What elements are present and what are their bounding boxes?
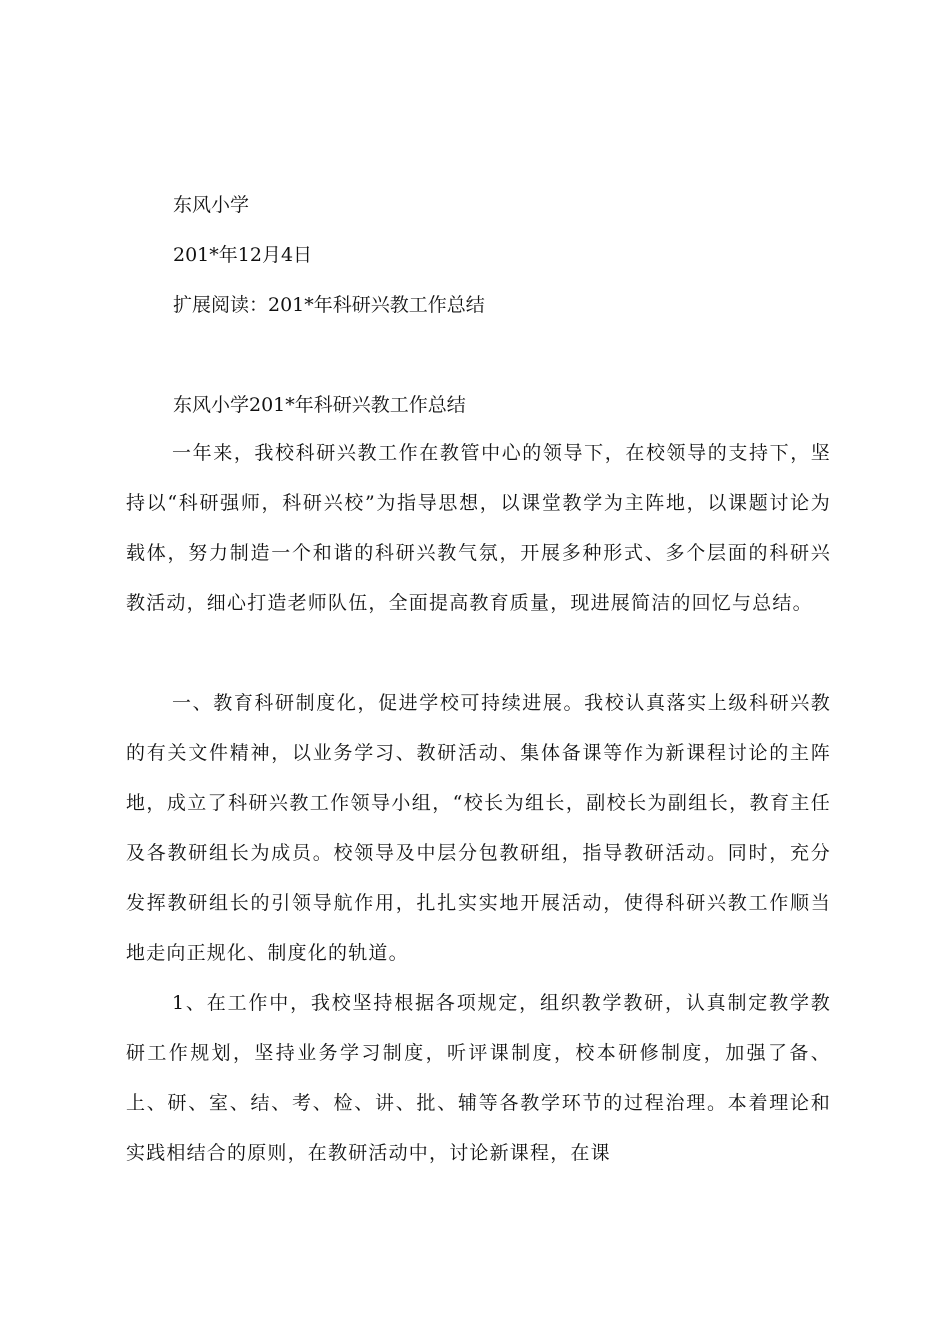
paragraph-section-1: 一、教育科研制度化，促进学校可持续进展。我校认真落实上级科研兴教的有关文件精神，以业务学习、教研活动、集体备课等作为新课程讨论的主阵地，成立了科研兴教工作领导小组，“校长为组长，副校长为副组长，教育主任及各教研组长为成员。校领导及中层分包教研组，指导教研活动。同时，充分发挥教研组长的引领导航作用，扎扎实实地开展活动，使得科研兴教工作顺当地走向正规化、制度化的轨道。	[126, 692, 831, 964]
document-date: 201*年12月4日	[173, 244, 313, 266]
paragraph-intro: 一年来，我校科研兴教工作在教管中心的领导下，在校领导的支持下，坚持以“科研强师，科研兴校”为指导思想，以课堂教学为主阵地，以课题讨论为载体，努力制造一个和谐的科研兴教气氛，开展多种形式、多个层面的科研兴教活动，细心打造老师队伍，全面提高教育质量，现进展简洁的回忆与总结。	[126, 442, 831, 614]
paragraph-item-1: 1、在工作中，我校坚持根据各项规定，组织教学教研，认真制定教学教研工作规划，坚持业务学习制度，听评课制度，校本研修制度，加强了备、上、研、室、结、考、检、讲、批、辅等各教学环节的过程治理。本着理论和实践相结合的原则，在教研活动中，讨论新课程，在课	[126, 992, 831, 1164]
extended-reading-heading: 扩展阅读：201*年科研兴教工作总结	[173, 294, 485, 316]
article-title: 东风小学201*年科研兴教工作总结	[173, 394, 466, 416]
school-name: 东风小学	[173, 194, 250, 216]
